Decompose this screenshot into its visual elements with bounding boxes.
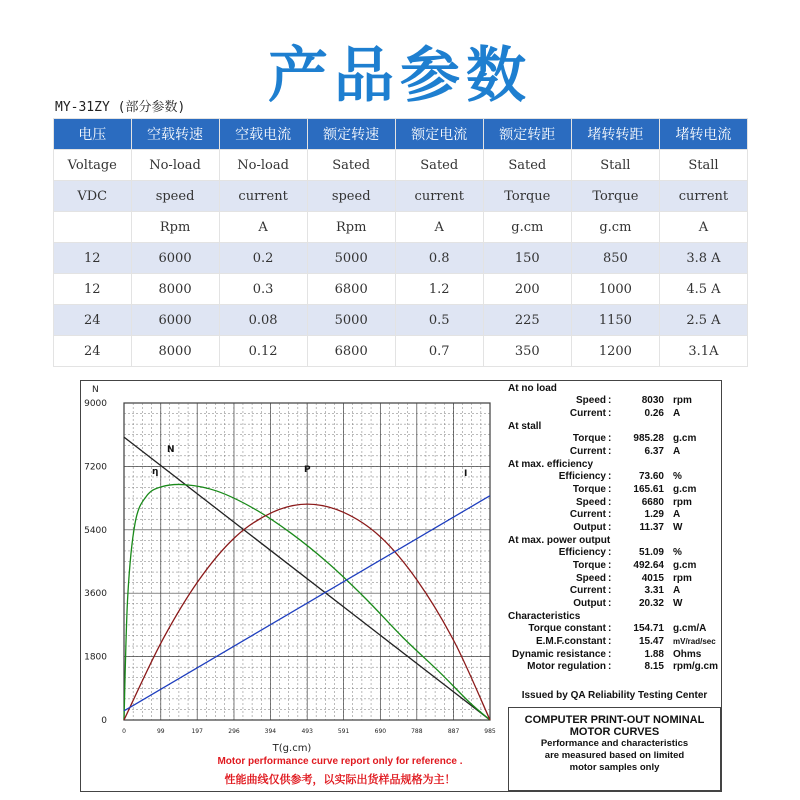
y-axis-label: N [92, 385, 99, 395]
table-cell: 8000 [131, 274, 219, 305]
table-cell: current [395, 181, 483, 212]
spec-colon: : [608, 483, 612, 495]
table-cell: 0.2 [219, 243, 307, 274]
x-axis-label: T(g.cm) [272, 743, 312, 754]
table-cell: A [395, 212, 483, 243]
spec-unit: W [673, 597, 683, 609]
table-cell: speed [307, 181, 395, 212]
table-cell: 1000 [571, 274, 659, 305]
spec-unit: mV/rad/sec [673, 636, 716, 646]
table-cell: 6000 [131, 243, 219, 274]
x-tick-label: 887 [447, 728, 460, 735]
table-cell: 12 [54, 274, 132, 305]
table-cell: 额定转速 [307, 119, 395, 150]
table-cell: Sated [483, 150, 571, 181]
reference-note-cn: 性能曲线仅供参考，以实际出货样品规格为主！ [224, 774, 456, 786]
x-tick-label: 985 [484, 728, 496, 735]
spec-colon: : [608, 648, 612, 660]
spec-colon: : [608, 521, 612, 533]
spec-row [508, 636, 718, 649]
table-cell: 0.08 [219, 305, 307, 336]
table-cell: 堵转转距 [571, 119, 659, 150]
table-cell: 堵转电流 [659, 119, 747, 150]
spec-row [508, 623, 718, 636]
spec-colon: : [608, 395, 612, 406]
spec-label: Speed [575, 496, 606, 508]
spec-colon: : [608, 445, 612, 457]
table-cell: 3.1A [659, 336, 747, 367]
table-cell: Sated [395, 150, 483, 181]
table-cell: No-load [131, 150, 219, 181]
table-cell: Rpm [307, 212, 395, 243]
spec-value: 1.88 [644, 648, 664, 660]
spec-section-title: At stall [508, 421, 542, 433]
spec-value: 0.26 [644, 407, 664, 419]
table-cell: 0.8 [395, 243, 483, 274]
spec-row [508, 661, 718, 674]
spec-colon: : [608, 407, 612, 419]
table-cell: VDC [54, 181, 132, 212]
spec-section-title: At no load [508, 383, 557, 394]
printout-line: are measured based on limited [544, 750, 685, 761]
spec-row [508, 547, 718, 560]
table-cell: 空载转速 [131, 119, 219, 150]
table-cell: Sated [307, 150, 395, 181]
spec-label: Efficiency [558, 471, 606, 483]
spec-value: 154.71 [633, 623, 664, 635]
spec-value: 1.29 [644, 509, 664, 521]
table-cell: 额定转距 [483, 119, 571, 150]
spec-row [508, 408, 718, 421]
table-cell: 额定电流 [395, 119, 483, 150]
spec-colon: : [608, 597, 612, 609]
table-cell: No-load [219, 150, 307, 181]
table-cell: 6800 [307, 336, 395, 367]
table-cell: 24 [54, 336, 132, 367]
spec-row [508, 573, 718, 586]
spec-value: 165.61 [633, 483, 664, 495]
spec-colon: : [608, 559, 612, 571]
table-cell: 8000 [131, 336, 219, 367]
x-tick-label: 394 [264, 728, 277, 735]
spec-label: Efficiency [558, 547, 606, 559]
table-cell: 350 [483, 336, 571, 367]
x-tick-label: 493 [301, 728, 313, 735]
y-tick-label: 5400 [84, 525, 107, 536]
spec-label: Current [569, 445, 606, 457]
table-cell: 电压 [54, 119, 132, 150]
spec-colon: : [608, 547, 612, 559]
x-tick-label: 690 [374, 728, 387, 735]
table-cell: current [219, 181, 307, 212]
spec-colon: : [608, 496, 612, 508]
spec-colon: : [608, 572, 612, 584]
printout-heading: COMPUTER PRINT-OUT NOMINAL MOTOR CURVES [524, 714, 705, 738]
table-cell: 0.3 [219, 274, 307, 305]
spec-value: 3.31 [644, 585, 664, 597]
spec-value: 6.37 [644, 445, 664, 457]
x-tick-label: 99 [156, 728, 165, 735]
table-cell: 1.2 [395, 274, 483, 305]
table-cell: A [219, 212, 307, 243]
spec-value: 15.47 [638, 635, 664, 647]
model-label: MY-31ZY (部分参数) [55, 100, 186, 115]
spec-unit: A [673, 585, 681, 597]
issued-by: Issued by QA Reliability Testing Center [521, 690, 708, 701]
page-title: 产品参数 [268, 41, 532, 111]
spec-panel [508, 382, 718, 674]
spec-value: 20.32 [638, 597, 664, 609]
spec-value: 985.28 [633, 433, 664, 445]
spec-value: 73.60 [638, 471, 664, 483]
x-tick-label: 788 [411, 728, 423, 735]
table-cell: 24 [54, 305, 132, 336]
table-cell: 6000 [131, 305, 219, 336]
spec-unit: % [673, 547, 682, 559]
spec-row [508, 522, 718, 535]
spec-value: 8030 [641, 395, 664, 406]
table-cell: 2.5 A [659, 305, 747, 336]
spec-label: Output [573, 521, 606, 533]
x-tick-label: 591 [337, 728, 350, 735]
y-tick-label: 0 [101, 716, 107, 726]
table-cell: 3.8 A [659, 243, 747, 274]
spec-colon: : [608, 433, 612, 445]
spec-unit: rpm [673, 572, 692, 584]
x-tick-label: 296 [228, 728, 240, 735]
y-tick-label: 7200 [84, 462, 107, 473]
spec-label: Speed [575, 395, 606, 406]
table-cell: 0.5 [395, 305, 483, 336]
spec-unit: rpm [673, 496, 692, 508]
spec-value: 492.64 [633, 559, 664, 571]
spec-label: Dynamic resistance [512, 648, 606, 660]
spec-unit: rpm [673, 395, 692, 406]
table-cell: 0.12 [219, 336, 307, 367]
spec-label: E.M.F.constant [535, 635, 606, 647]
spec-value: 11.37 [639, 521, 664, 533]
table-cell: Voltage [54, 150, 132, 181]
spec-colon: : [608, 661, 612, 673]
series-label: I [464, 469, 468, 479]
spec-row [508, 395, 718, 408]
spec-row [508, 446, 718, 459]
spec-unit: A [673, 509, 681, 521]
table-cell: 1200 [571, 336, 659, 367]
table-cell: 4.5 A [659, 274, 747, 305]
table-cell: 1150 [571, 305, 659, 336]
series-label: η [152, 467, 159, 477]
spec-row [508, 598, 718, 611]
spec-row [508, 471, 718, 484]
table-cell: Torque [571, 181, 659, 212]
spec-colon: : [608, 635, 612, 647]
spec-colon: : [608, 509, 612, 521]
table-cell: 850 [571, 243, 659, 274]
spec-row [508, 484, 718, 497]
table-cell: 5000 [307, 305, 395, 336]
spec-unit: rpm/g.cm [673, 661, 719, 673]
table-cell: g.cm [571, 212, 659, 243]
spec-colon: : [608, 471, 612, 483]
spec-unit: Ohms [673, 648, 702, 660]
series-label: P [304, 465, 311, 475]
spec-row [508, 433, 718, 446]
spec-value: 4015 [641, 572, 664, 584]
table-cell: 5000 [307, 243, 395, 274]
spec-row [508, 649, 718, 662]
spec-label: Current [569, 585, 606, 597]
y-tick-label: 1800 [84, 652, 107, 663]
table-cell: 0.7 [395, 336, 483, 367]
printout-box [508, 707, 721, 791]
spec-row [508, 509, 718, 522]
table-cell: 空载电流 [219, 119, 307, 150]
table-cell: speed [131, 181, 219, 212]
spec-label: Current [569, 509, 606, 521]
reference-note-en: Motor performance curve report only for reference . [217, 756, 463, 767]
spec-label: Torque [572, 483, 606, 495]
y-tick-label: 3600 [84, 589, 107, 600]
spec-unit: A [673, 445, 681, 457]
spec-value: 8.15 [644, 661, 664, 673]
table-cell: g.cm [483, 212, 571, 243]
series-label: N [167, 445, 175, 455]
table-cell: Stall [571, 150, 659, 181]
table-cell: 12 [54, 243, 132, 274]
spec-row [508, 585, 718, 598]
spec-label: Motor regulation [527, 661, 606, 673]
table-cell: Rpm [131, 212, 219, 243]
x-tick-label: 197 [191, 728, 203, 735]
spec-colon: : [608, 623, 612, 635]
spec-unit: % [673, 471, 682, 483]
printout-line: Performance and characteristics [540, 738, 689, 749]
table-cell: Stall [659, 150, 747, 181]
table-cell: 6800 [307, 274, 395, 305]
spec-unit: g.cm [673, 483, 697, 495]
printout-line: motor samples only [569, 762, 660, 773]
spec-label: Torque [572, 559, 606, 571]
spec-unit: g.cm/A [673, 623, 707, 635]
table-cell: 200 [483, 274, 571, 305]
spec-colon: : [608, 585, 612, 597]
spec-unit: g.cm [673, 559, 697, 571]
spec-value: 6680 [641, 496, 664, 508]
spec-unit: g.cm [673, 433, 697, 445]
spec-label: Speed [575, 572, 606, 584]
spec-section-title: At max. efficiency [508, 459, 594, 471]
spec-unit: W [673, 521, 683, 533]
table-cell: 150 [483, 243, 571, 274]
table-cell: current [659, 181, 747, 212]
spec-row [508, 560, 718, 573]
table-cell: Torque [483, 181, 571, 212]
spec-section-title: At max. power output [508, 535, 611, 547]
spec-label: Current [569, 407, 606, 419]
table-cell: A [659, 212, 747, 243]
x-tick-label: 0 [122, 728, 126, 735]
spec-unit: A [673, 407, 681, 419]
y-tick-label: 9000 [84, 399, 107, 409]
spec-row [508, 497, 718, 510]
spec-section-title: Characteristics [508, 611, 581, 623]
spec-label: Output [573, 597, 606, 609]
spec-value: 51.09 [638, 547, 664, 559]
spec-label: Torque [572, 433, 606, 445]
table-cell: 225 [483, 305, 571, 336]
spec-label: Torque constant [528, 623, 606, 635]
